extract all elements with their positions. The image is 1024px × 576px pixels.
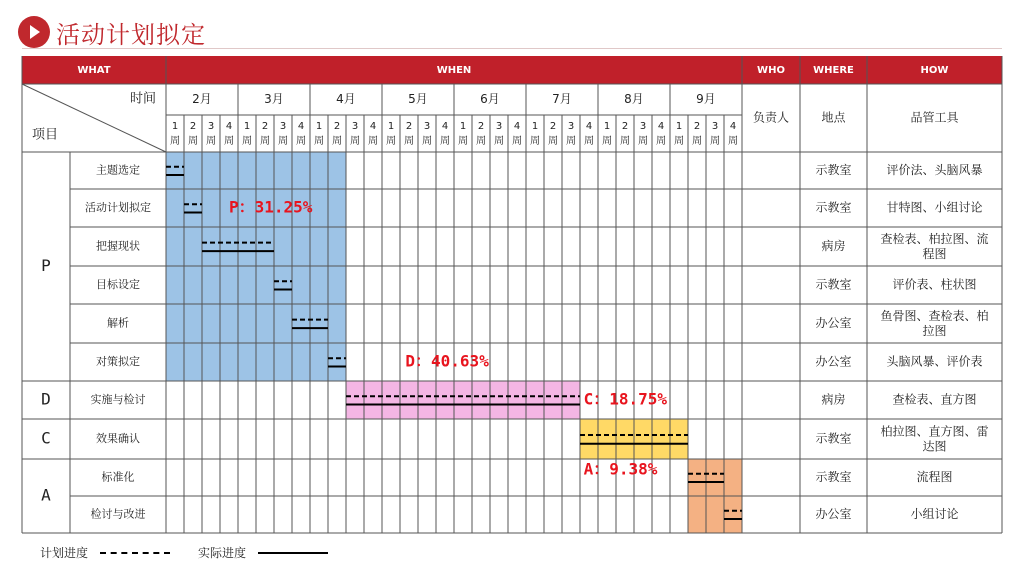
week-number: 1 [243,121,251,132]
week-number: 2 [189,121,197,132]
week-suffix: 周 [638,136,648,147]
week-number: 2 [621,121,629,132]
phase-percent-label: D：40.63% [405,351,489,371]
week-number: 3 [567,121,575,132]
week-number: 3 [495,121,503,132]
solid-line-icon [258,552,328,554]
phase-percent-label: C：18.75% [583,389,668,409]
task-name: 实施与检讨 [90,393,146,406]
week-suffix: 周 [476,136,486,147]
week-number: 4 [729,121,737,132]
week-number: 2 [261,121,269,132]
week-suffix: 周 [422,136,432,147]
week-suffix: 周 [404,136,414,147]
task-tools: 拉图 [922,324,947,338]
month-label: 9月 [696,92,716,106]
task-name: 目标设定 [96,278,140,291]
week-suffix: 周 [584,136,594,147]
week-number: 3 [711,121,719,132]
corner-item-label: 项目 [31,127,59,143]
header-how: HOW [920,65,949,76]
week-suffix: 周 [656,136,666,147]
task-tools: 流程图 [916,470,953,484]
task-tools: 程图 [922,247,947,261]
week-number: 4 [441,121,449,132]
task-location: 办公室 [815,507,852,521]
week-number: 2 [477,121,485,132]
header-what: WHAT [77,65,111,76]
week-number: 1 [387,121,395,132]
phase-block-D [346,381,580,419]
month-label: 5月 [408,92,428,106]
page-title: 活动计划拟定 [56,20,206,49]
week-suffix: 周 [494,136,504,147]
header-where: WHERE [813,65,854,76]
week-suffix: 周 [458,136,468,147]
legend-plan [40,544,170,561]
week-number: 1 [171,121,179,132]
task-location: 病房 [821,239,846,253]
week-number: 4 [513,121,521,132]
phase-label: A [41,485,51,505]
week-number: 1 [603,121,611,132]
week-suffix: 周 [602,136,612,147]
owner-header: 负责人 [752,110,790,125]
week-number: 3 [279,121,287,132]
legend-plan-label: 计划进度 [40,546,89,560]
location-header: 地点 [821,110,846,125]
week-suffix: 周 [314,136,324,147]
task-tools: 头脑风暴、评价表 [886,354,983,369]
task-location: 示教室 [815,200,852,215]
week-number: 4 [297,121,305,132]
task-name: 解析 [107,316,129,330]
task-location: 办公室 [815,316,852,330]
week-number: 1 [531,121,539,132]
task-location: 办公室 [815,354,852,369]
week-suffix: 周 [512,136,522,147]
week-number: 3 [639,121,647,132]
task-tools: 查检表、柏拉图、流 [880,232,989,246]
week-suffix: 周 [368,136,378,147]
header-bar [22,56,1002,84]
task-location: 病房 [821,392,846,407]
phase-percent-label: P：31.25% [229,197,313,217]
month-label: 2月 [192,92,212,106]
task-name: 对策拟定 [96,355,140,368]
task-tools: 柏拉图、直方图、雷 [880,424,989,439]
week-number: 1 [459,121,467,132]
week-number: 4 [369,121,377,132]
task-name: 效果确认 [96,432,140,445]
dashed-line-icon [100,552,170,554]
task-name: 活动计划拟定 [85,201,151,214]
corner-time-label: 时间 [129,91,157,107]
task-name: 检讨与改进 [90,507,146,521]
week-suffix: 周 [242,136,252,147]
week-suffix: 周 [188,136,198,147]
task-location: 示教室 [815,163,852,177]
header-who: WHO [757,65,785,76]
month-label: 4月 [336,92,356,106]
week-number: 3 [351,121,359,132]
week-number: 4 [585,121,593,132]
week-suffix: 周 [728,136,738,147]
week-number: 2 [549,121,557,132]
task-name: 标准化 [101,470,135,484]
week-number: 3 [423,121,431,132]
week-number: 4 [225,121,233,132]
phase-label: C [41,428,51,448]
week-number: 2 [405,121,413,132]
task-name: 把握现状 [96,239,140,253]
week-number: 2 [333,121,341,132]
task-tools: 查检表、直方图 [892,392,977,407]
week-suffix: 周 [170,136,180,147]
week-suffix: 周 [386,136,396,147]
week-suffix: 周 [620,136,630,147]
week-number: 2 [693,121,701,132]
week-suffix: 周 [278,136,288,147]
phase-percent-label: A：9.38% [583,459,658,479]
month-label: 3月 [264,92,284,106]
week-suffix: 周 [350,136,360,147]
task-tools: 鱼骨图、查检表、柏 [880,309,989,323]
task-tools: 评价表、柱状图 [892,277,977,292]
week-suffix: 周 [260,136,270,147]
phase-label: P [41,256,51,275]
month-label: 6月 [480,92,500,106]
week-number: 1 [675,121,683,132]
task-location: 示教室 [815,277,852,292]
week-suffix: 周 [566,136,576,147]
task-tools: 评价法、头脑风暴 [886,163,983,177]
task-tools: 小组讨论 [910,507,959,521]
week-number: 3 [207,121,215,132]
month-label: 7月 [552,92,572,106]
week-suffix: 周 [206,136,216,147]
week-number: 4 [657,121,665,132]
week-suffix: 周 [692,136,702,147]
week-number: 1 [315,121,323,132]
week-suffix: 周 [332,136,342,147]
phase-label: D [41,389,51,409]
task-tools: 甘特图、小组讨论 [886,200,983,215]
task-name: 主题选定 [96,163,140,177]
week-suffix: 周 [530,136,540,147]
task-tools: 达图 [922,439,947,454]
legend-actual [198,544,328,561]
week-suffix: 周 [548,136,558,147]
week-suffix: 周 [296,136,306,147]
task-location: 示教室 [815,470,852,484]
legend-actual-label: 实际进度 [198,546,247,560]
week-suffix: 周 [224,136,234,147]
week-suffix: 周 [710,136,720,147]
week-suffix: 周 [440,136,450,147]
task-location: 示教室 [815,431,852,446]
month-label: 8月 [624,92,644,106]
week-suffix: 周 [674,136,684,147]
header-when: WHEN [436,65,472,76]
tools-header: 品管工具 [910,110,959,125]
